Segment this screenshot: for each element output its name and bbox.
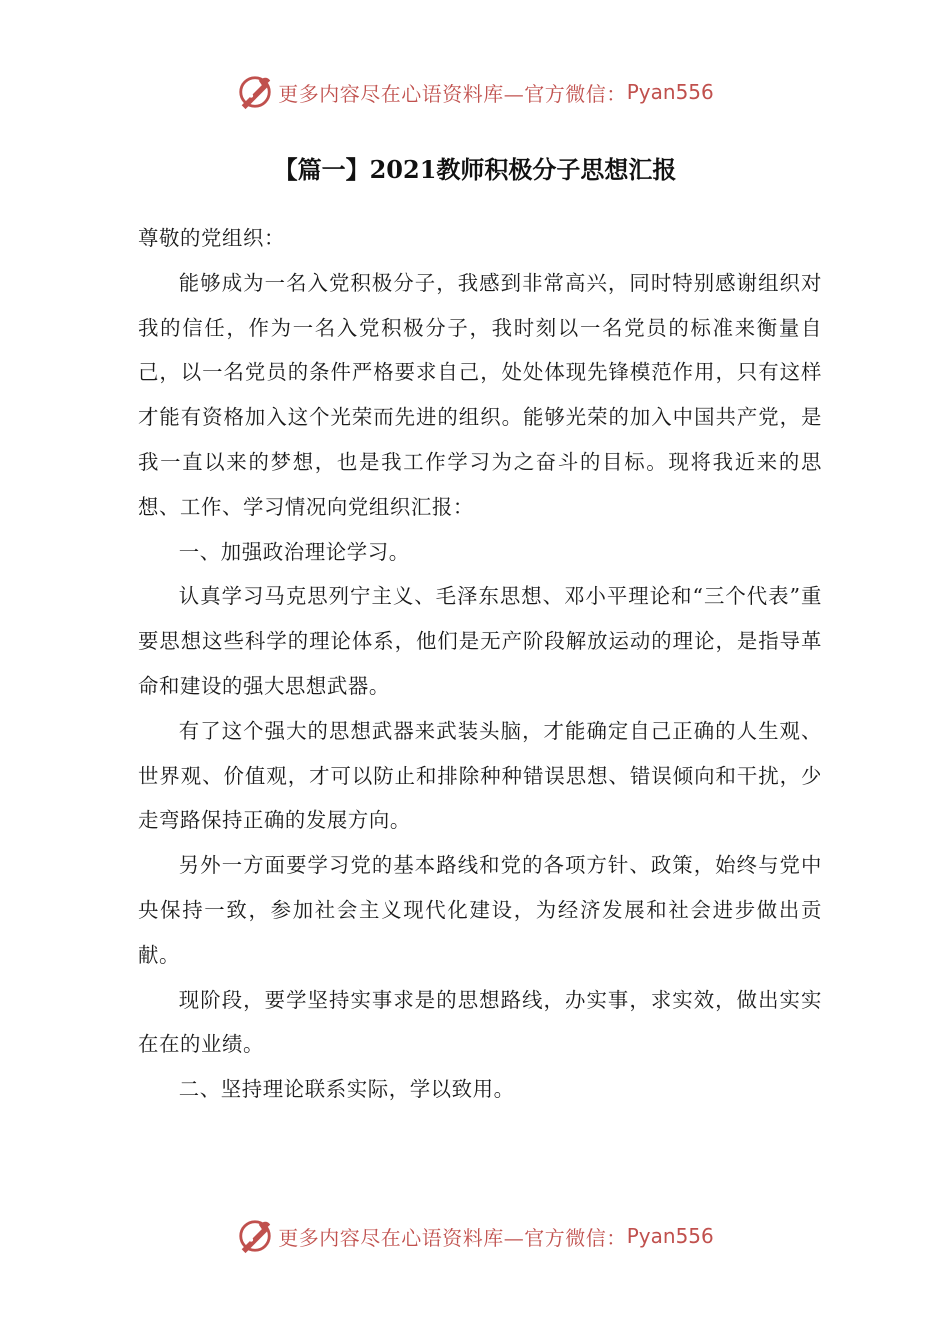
footer-banner xyxy=(0,1216,950,1256)
footer-banner-text: 更多内容尽在心语资料库—官方微信： xyxy=(278,1225,627,1250)
footer-wechat-id: Pyan556 xyxy=(626,1224,714,1248)
header-banner-content xyxy=(236,73,714,111)
section-heading: 二、坚持理论联系实际，学以致用。 xyxy=(178,1077,515,1102)
pen-nib-logo-icon xyxy=(236,73,274,111)
body-paragraph: 认真学习马克思列宁主义、毛泽东思想、邓小平理论和“三个代表”重要思想这些科学的理论体系，他们是无产阶段解放运动的理论，是指导革命和建设的强大思想武器。 xyxy=(138,584,822,698)
footer-banner-content xyxy=(236,1217,714,1255)
header-banner-text: 更多内容尽在心语资料库—官方微信： xyxy=(278,81,627,106)
document-body xyxy=(138,216,822,1112)
pen-nib-logo-icon xyxy=(236,1217,274,1255)
body-paragraph: 能够成为一名入党积极分子，我感到非常高兴，同时特别感谢组织对我的信任，作为一名入党积极分子，我时刻以一名党员的标准来衡量自己，以一名党员的条件严格要求自己，处处体现先锋模范作用，只有这样才能有资格加入这个光荣而先进的组织。能够光荣的加入中国共产党，是我一直以来的梦想，也是我工作学习为之奋斗的目标。现将我近来的思想、工作、学习情况向党组织汇报： xyxy=(138,270,822,519)
body-paragraph: 有了这个强大的思想武器来武装头脑，才能确定自己正确的人生观、世界观、价值观，才可以防止和排除种种错误思想、错误倾向和干扰，少走弯路保持正确的发展方向。 xyxy=(138,718,822,833)
header-wechat-id: Pyan556 xyxy=(626,80,714,104)
salutation: 尊敬的党组织： xyxy=(138,226,285,250)
document-title: 【篇一】2021教师积极分子思想汇报 xyxy=(273,155,677,184)
header-banner xyxy=(0,72,950,112)
section-heading: 一、加强政治理论学习。 xyxy=(178,539,410,564)
body-paragraph: 另外一方面要学习党的基本路线和党的各项方针、政策，始终与党中央保持一致，参加社会主义现代化建设，为经济发展和社会进步做出贡献。 xyxy=(138,853,822,967)
body-paragraph: 现阶段，要学坚持实事求是的思想路线，办实事，求实效，做出实实在在的业绩。 xyxy=(138,987,822,1057)
